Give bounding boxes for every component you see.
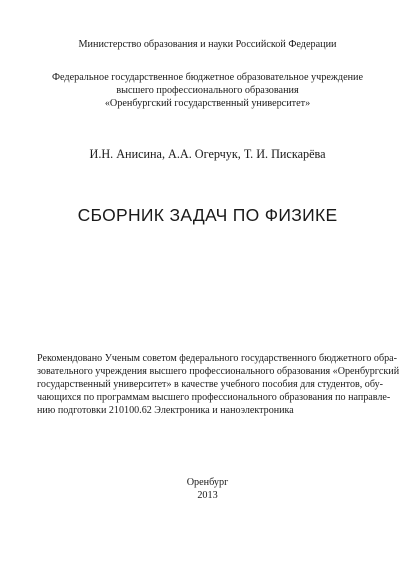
recommendation-line-4: чающихся по программам высшего профессионального образования по направле- xyxy=(37,392,391,403)
recommendation-line-1: Рекомендовано Ученым советом федерального государственного бюджетного обра- xyxy=(37,353,397,364)
institution-line-3: «Оренбургский государственный университет» xyxy=(104,98,311,109)
institution-line-1: Федеральное государственное бюджетное образовательное учреждение xyxy=(51,72,364,83)
recommendation-paragraph xyxy=(37,352,400,417)
book-title: СБОРНИК ЗАДАЧ ПО ФИЗИКЕ xyxy=(77,205,338,225)
recommendation-line-2: зовательного учреждения высшего профессионального образования «Оренбургский xyxy=(37,366,400,377)
institution-line-2: высшего профессионального образования xyxy=(116,85,299,96)
recommendation-line-3: государственный университет» в качестве учебного пособия для студентов, обу- xyxy=(37,379,384,390)
imprint-city: Оренбург xyxy=(186,477,229,488)
recommendation-line-5: нию подготовки 210100.62 Электроника и наноэлектроника xyxy=(37,405,294,416)
ministry-line: Министерство образования и науки Российской Федерации xyxy=(78,39,337,50)
imprint-year: 2013 xyxy=(197,490,218,501)
authors: И.Н. Анисина, А.А. Огерчук, Т. И. Пискарёва xyxy=(89,147,326,161)
